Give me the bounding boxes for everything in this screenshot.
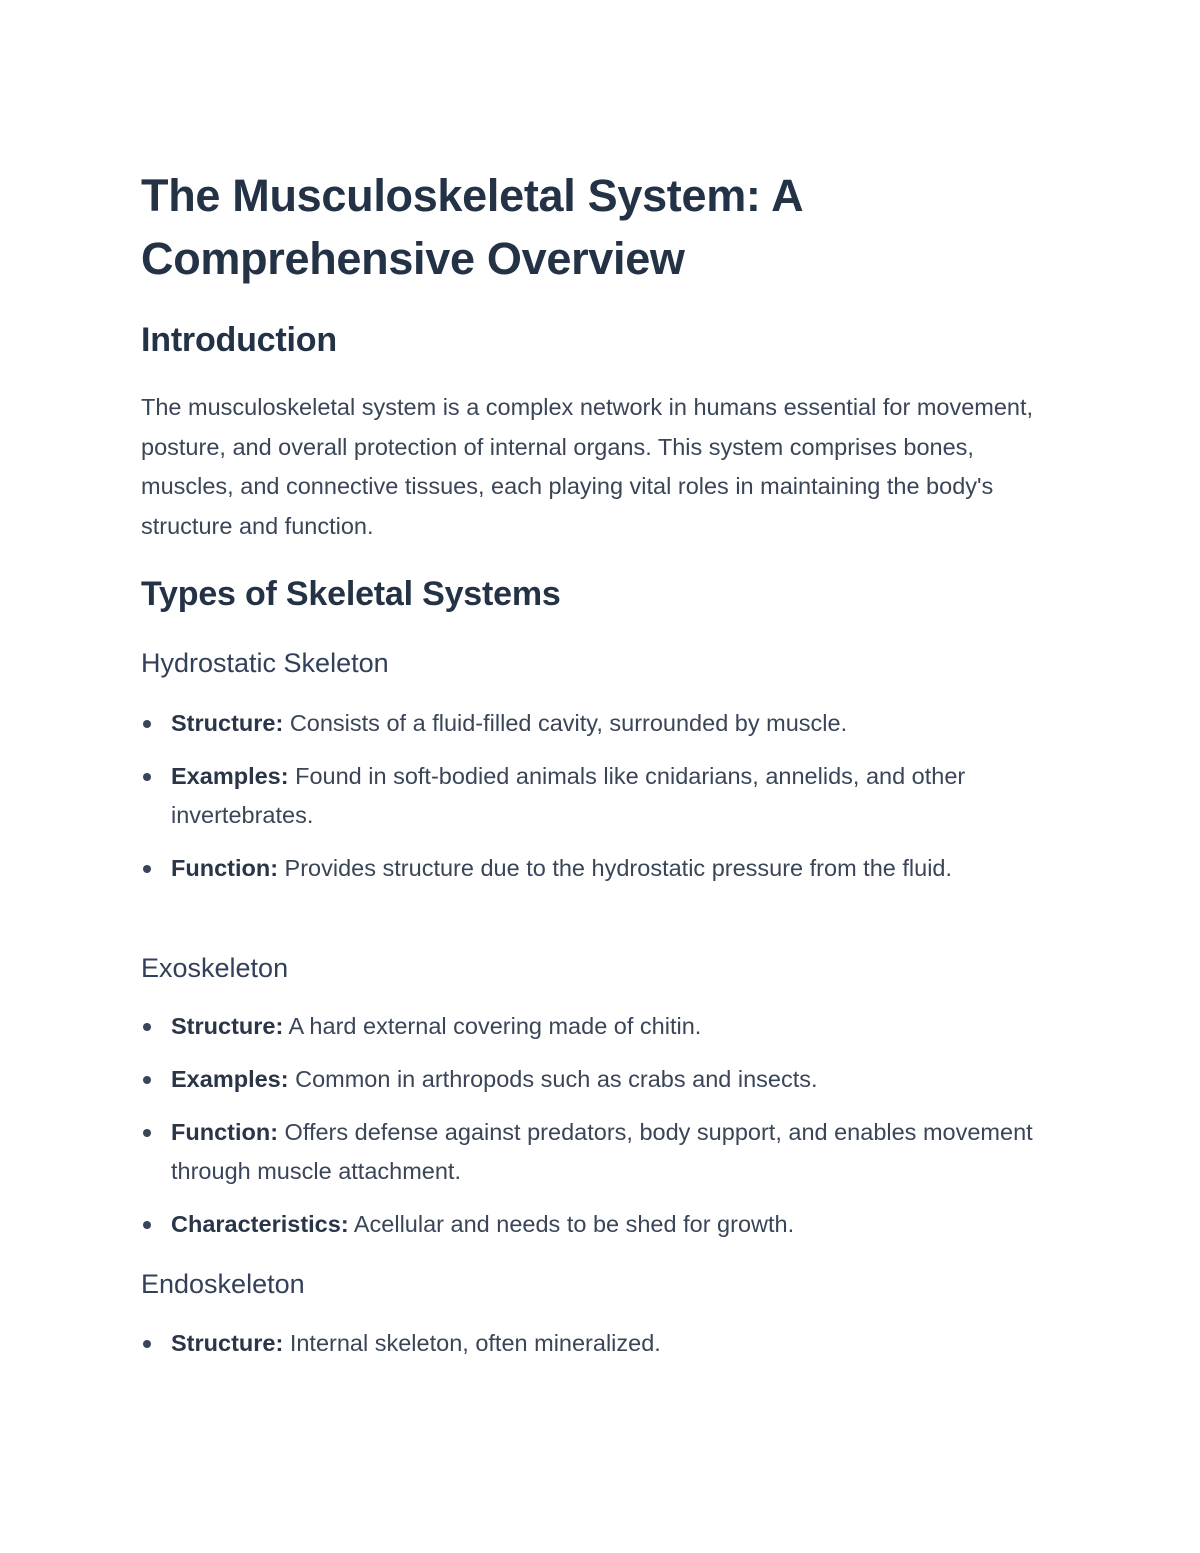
list-item-text: Common in arthropods such as crabs and insects.: [288, 1066, 818, 1092]
list-item-label: Examples:: [171, 1066, 289, 1092]
list-item-text: Offers defense against predators, body support, and enables movement through muscle attachment.: [171, 1119, 1033, 1184]
endoskeleton-list: [141, 1324, 1041, 1377]
list-item: [141, 757, 1041, 835]
exoskeleton-list: [141, 1007, 1041, 1258]
bullet-icon: [143, 773, 151, 781]
list-item-label: Structure:: [171, 1013, 284, 1039]
subsection-heading-hydrostatic: Hydrostatic Skeleton: [141, 648, 389, 678]
list-item: [141, 1205, 1041, 1244]
bullet-icon: [143, 1221, 151, 1229]
list-item-label: Characteristics:: [171, 1211, 349, 1237]
page-title: The Musculoskeletal System: A Comprehensive Overview: [141, 170, 802, 284]
list-item: [141, 704, 1041, 743]
section-heading-introduction: Introduction: [141, 321, 337, 359]
list-item-label: Function:: [171, 855, 279, 881]
list-item: [141, 1324, 1041, 1363]
bullet-icon: [143, 1340, 151, 1348]
section-heading-types: Types of Skeletal Systems: [141, 575, 561, 613]
list-item-text: Provides structure due to the hydrostatic pressure from the fluid.: [278, 855, 953, 881]
introduction-paragraph: The musculoskeletal system is a complex network in humans essential for movement, posture, and overall protection of internal organs. This system comprises bones, muscles, and connective tissues, each playing vital roles in maintaining the body's structure and function.: [141, 394, 1034, 539]
bullet-icon: [143, 720, 151, 728]
list-item-text: Internal skeleton, often mineralized.: [283, 1330, 661, 1356]
list-item: [141, 849, 1041, 888]
list-item: [141, 1007, 1041, 1046]
bullet-icon: [143, 1129, 151, 1137]
list-item-text: Found in soft-bodied animals like cnidarians, annelids, and other invertebrates.: [171, 763, 966, 828]
bullet-icon: [143, 1076, 151, 1084]
bullet-icon: [143, 1023, 151, 1031]
list-item-label: Examples:: [171, 763, 289, 789]
list-item-text: Consists of a fluid-filled cavity, surrounded by muscle.: [283, 710, 848, 736]
list-item-label: Function:: [171, 1119, 279, 1145]
list-item-text: A hard external covering made of chitin.: [283, 1013, 702, 1039]
bullet-icon: [143, 865, 151, 873]
list-item-label: Structure:: [171, 710, 284, 736]
list-item: [141, 1060, 1041, 1099]
list-item: [141, 1113, 1041, 1191]
list-item-label: Structure:: [171, 1330, 284, 1356]
subsection-heading-exoskeleton: Exoskeleton: [141, 953, 289, 983]
subsection-heading-endoskeleton: Endoskeleton: [141, 1269, 305, 1299]
list-item-text: Acellular and needs to be shed for growth.: [348, 1211, 795, 1237]
hydrostatic-list: [141, 704, 1041, 902]
